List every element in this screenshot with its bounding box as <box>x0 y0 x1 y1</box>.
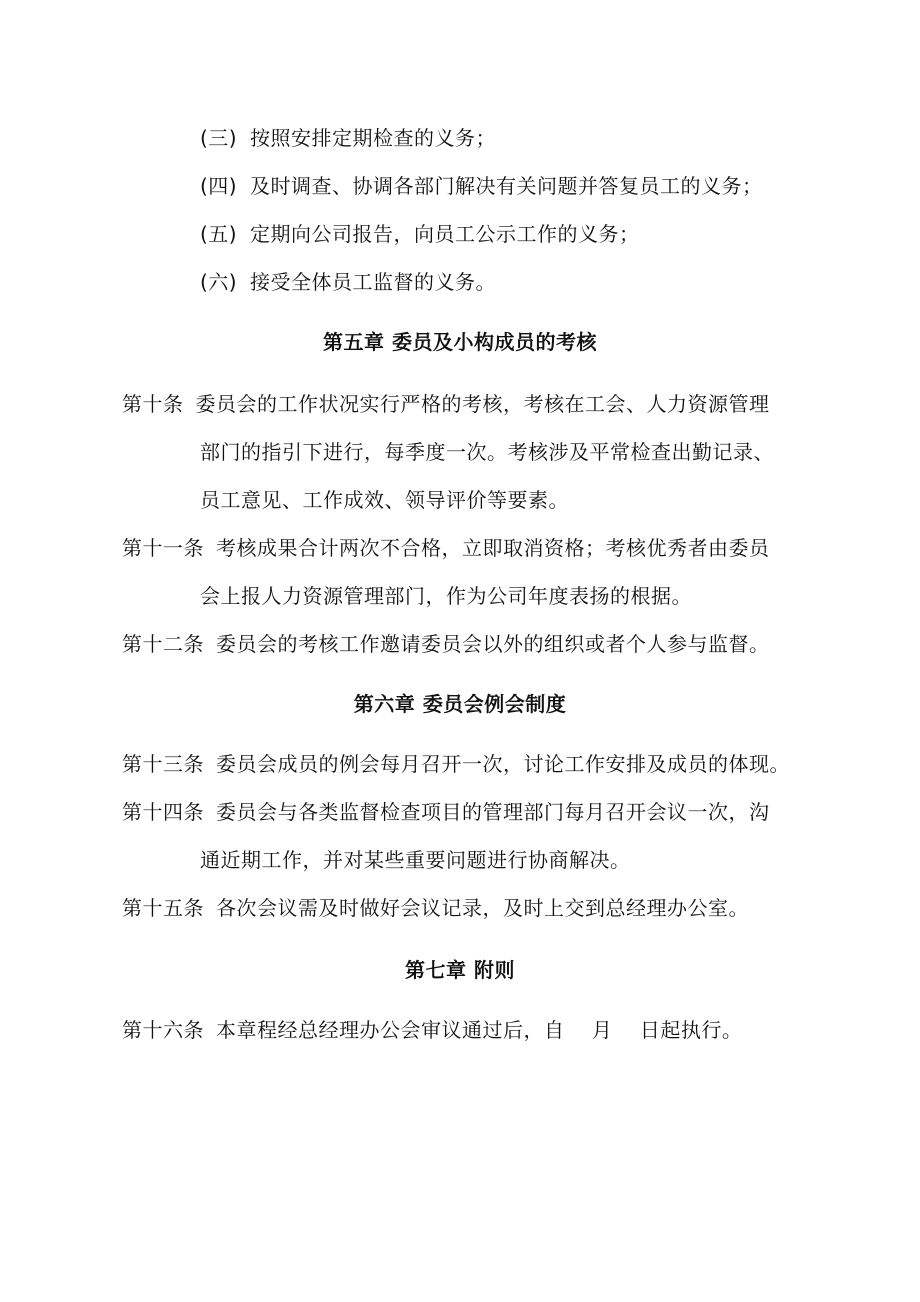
duty-item <box>200 172 763 200</box>
article-11-line-1 <box>122 534 770 562</box>
article-16-text: 本章程经总经理办公会审议通过后，自 月 日起执行。 <box>216 1018 743 1042</box>
article-11-line-2: 会上报人力资源管理部门，作为公司年度表扬的根据。 <box>200 584 692 608</box>
article-12-line-1 <box>122 630 770 658</box>
article-11-label: 第十一条 <box>122 536 204 560</box>
article-15-text: 各次会议需及时做好会议记录，及时上交到总经理办公室。 <box>216 896 749 920</box>
article-14-text: 委员会与各类监督检查项目的管理部门每月召开会议一次，沟 <box>216 800 770 824</box>
article-15-line-1 <box>122 894 749 922</box>
duty-number: (三) <box>200 126 238 150</box>
duty-item <box>200 220 640 248</box>
duty-text: 按照安排定期检查的义务； <box>250 126 496 150</box>
article-10-line-1 <box>122 390 770 418</box>
article-15-label: 第十五条 <box>122 896 204 920</box>
duty-number: (四) <box>200 174 238 198</box>
article-14-line-2: 通近期工作，并对某些重要问题进行协商解决。 <box>200 848 631 872</box>
article-14-label: 第十四条 <box>122 800 204 824</box>
article-10-label: 第十条 <box>122 392 184 416</box>
article-13-line-1 <box>122 750 790 778</box>
article-11-text: 考核成果合计两次不合格，立即取消资格；考核优秀者由委员 <box>216 536 770 560</box>
article-13-label: 第十三条 <box>122 752 204 776</box>
duty-text: 定期向公司报告，向员工公示工作的义务； <box>250 222 640 246</box>
article-10-line-3: 员工意见、工作成效、领导评价等要素。 <box>200 488 569 512</box>
article-12-text: 委员会的考核工作邀请委员会以外的组织或者个人参与监督。 <box>216 632 770 656</box>
chapter-7-title: 第七章 附则 <box>405 958 515 982</box>
duty-item <box>200 268 496 296</box>
chapter-5-title: 第五章 委员及小构成员的考核 <box>323 330 597 354</box>
article-10-text: 委员会的工作状况实行严格的考核，考核在工会、人力资源管理 <box>195 392 770 416</box>
chapter-6-title: 第六章 委员会例会制度 <box>353 692 567 716</box>
article-13-text: 委员会成员的例会每月召开一次，讨论工作安排及成员的体现。 <box>216 752 790 776</box>
article-16-label: 第十六条 <box>122 1018 204 1042</box>
article-12-label: 第十二条 <box>122 632 204 656</box>
article-14-line-1 <box>122 798 770 826</box>
article-16-line-1 <box>122 1016 742 1044</box>
duty-item <box>200 124 496 152</box>
article-10-line-2: 部门的指引下进行，每季度一次。考核涉及平常检查出勤记录、 <box>200 440 774 464</box>
duty-text: 接受全体员工监督的义务。 <box>250 270 496 294</box>
duty-number: (六) <box>200 270 238 294</box>
duty-text: 及时调查、协调各部门解决有关问题并答复员工的义务； <box>250 174 763 198</box>
duty-number: (五) <box>200 222 238 246</box>
